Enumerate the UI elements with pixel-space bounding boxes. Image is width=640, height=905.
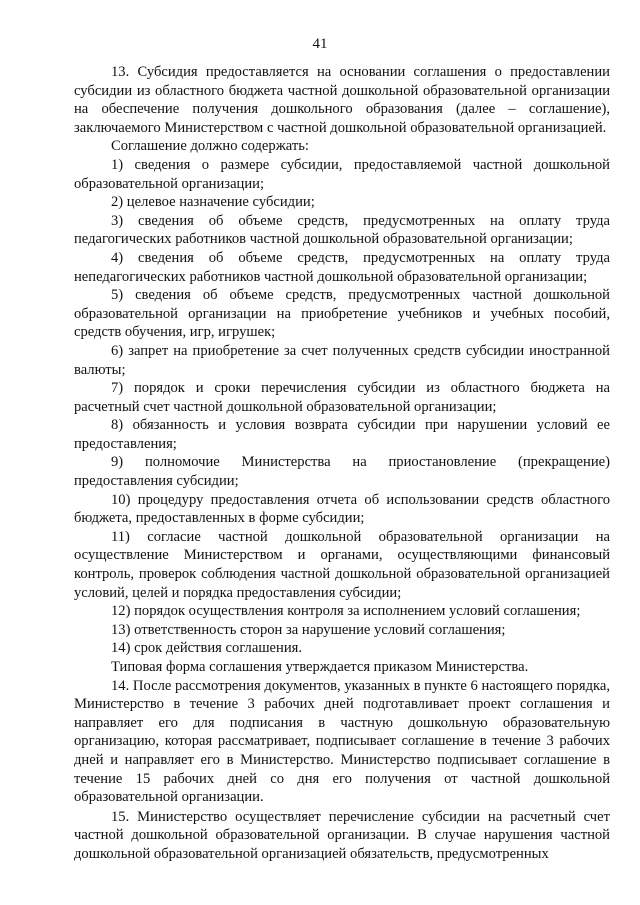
- list-item-13: 13) ответственность сторон за нарушение условий соглашения;: [111, 621, 506, 638]
- list-item-6: 6) запрет на приобретение за счет полученных средств субсидии иностранной валюты;: [74, 342, 610, 378]
- list-item-14: 14) срок действия соглашения.: [111, 640, 303, 657]
- list-item-5: 5) сведения об объеме средств, предусмотренных частной дошкольной образовательной организации на приобретение учебников и учебных пособий, средств обучения, игр, игрушек;: [74, 287, 610, 341]
- paragraph-13: 13. Субсидия предоставляется на основании соглашения о предоставлении субсидии из областного бюджета частной дошкольной образовательной организации на обеспечение получения дошкольного образования (далее – соглашение), заключаемого Министерством с частной дошкольной образовательной организацией.: [74, 64, 610, 136]
- list-item-8: 8) обязанность и условия возврата субсидии при нарушении условий ее предоставления;: [74, 417, 610, 452]
- list-item-11: 11) согласие частной дошкольной образовательной организации на осуществление Министерством и органами, осуществляющими финансовый контроль, проверок соблюдения частной дошкольной образовательной организацией условий, целей и порядка предоставления субсидии;: [74, 528, 610, 601]
- standard-form-note: Типовая форма соглашения утверждается приказом Министерства.: [111, 659, 529, 675]
- list-item-7: 7) порядок и сроки перечисления субсидии из областного бюджета на расчетный счет частной дошкольной образовательной организации;: [74, 380, 610, 415]
- paragraph-15: 15. Министерство осуществляет перечисление субсидии на расчетный счет частной дошкольной образовательной организации. В случае нарушения частной дошкольной образовательной организацией обязательств, предусмотренных: [74, 808, 610, 862]
- list-item-12: 12) порядок осуществления контроля за исполнением условий соглашения;: [111, 603, 581, 620]
- list-item-4: 4) сведения об объеме средств, предусмотренных на оплату труда непедагогических работников частной дошкольной образовательной организации;: [74, 249, 610, 285]
- page-number: 41: [312, 36, 328, 52]
- list-item-3: 3) сведения об объеме средств, предусмотренных на оплату труда педагогических работников частной дошкольной образовательной организации;: [74, 212, 610, 248]
- list-item-1: 1) сведения о размере субсидии, предоставляемой частной дошкольной образовательной организации;: [74, 156, 610, 192]
- agreement-contents-intro: Соглашение должно содержать:: [111, 138, 309, 155]
- paragraph-14: 14. После рассмотрения документов, указанных в пункте 6 настоящего порядка, Министерство в течение 3 рабочих дней подготавливает проект соглашения и направляет его для подписания в частную дошкольную образовательную организацию, которая рассматривает, подписывает соглашение в течение 3 рабочих дней и направляет его в Министерство. Министерство подписывает соглашение в течение 15 рабочих дней со дня его получения от частной дошкольной образовательной организации.: [74, 677, 610, 806]
- document-body: [74, 63, 610, 864]
- list-item-10: 10) процедуру предоставления отчета об использовании средств областного бюджета, предоставленных в форме субсидии;: [74, 491, 610, 527]
- list-item-2: 2) целевое назначение субсидии;: [111, 194, 315, 211]
- list-item-9: 9) полномочие Министерства на приостановление (прекращение) предоставления субсидии;: [74, 454, 610, 490]
